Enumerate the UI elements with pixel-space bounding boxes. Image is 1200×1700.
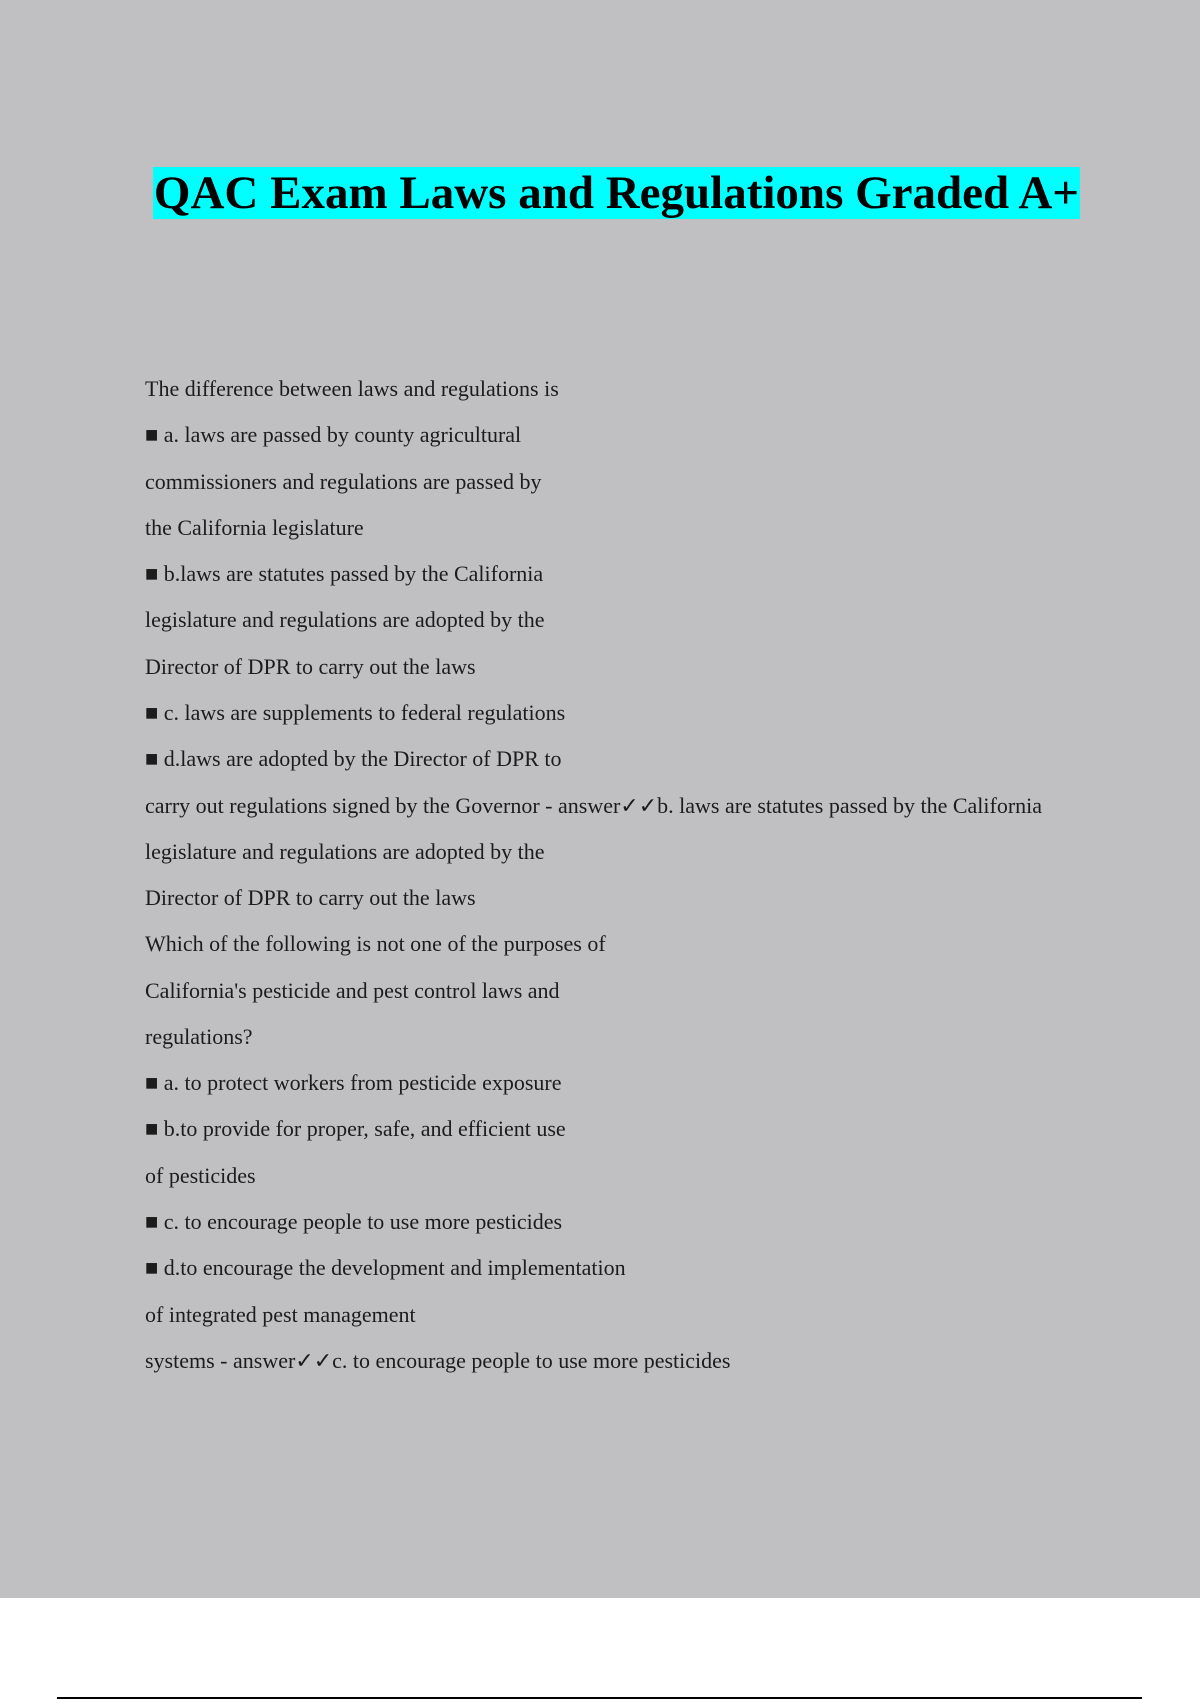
text-line: ■ c. to encourage people to use more pesticides (145, 1209, 563, 1235)
text-line: of integrated pest management (145, 1301, 416, 1327)
text-line: ■ a. laws are passed by county agricultural (145, 422, 522, 448)
text-line: Which of the following is not one of the purposes of (145, 931, 606, 957)
document-title (0, 162, 1200, 224)
text-line-answer: carry out regulations signed by the Governor - answer✓✓b. laws are statutes passed by the California (145, 792, 1043, 818)
text-line: ■ b.laws are statutes passed by the California (145, 561, 544, 587)
title-highlight: QAC Exam Laws and Regulations Graded A+ (153, 167, 1080, 219)
text-line: ■ b.to provide for proper, safe, and efficient use (145, 1116, 566, 1142)
text-line: ■ d.to encourage the development and implementation (145, 1255, 626, 1281)
text-line: legislature and regulations are adopted by the (145, 838, 545, 864)
text-line: regulations? (145, 1023, 253, 1049)
document-body (145, 374, 1045, 1392)
text-line: Director of DPR to carry out the laws (145, 653, 476, 679)
text-line: California's pesticide and pest control laws and (145, 977, 560, 1003)
text-line: ■ c. laws are supplements to federal regulations (145, 700, 566, 726)
text-line: The difference between laws and regulations is (145, 376, 559, 401)
text-line: the California legislature (145, 514, 364, 540)
text-line: ■ a. to protect workers from pesticide exposure (145, 1070, 562, 1096)
text-line: commissioners and regulations are passed by (145, 468, 542, 494)
text-line-answer: systems - answer✓✓c. to encourage people to use more pesticides (145, 1347, 731, 1373)
text-line: Director of DPR to carry out the laws (145, 884, 476, 910)
text-line: ■ d.laws are adopted by the Director of DPR to (145, 746, 562, 772)
text-line: legislature and regulations are adopted by the (145, 607, 545, 633)
text-line: of pesticides (145, 1162, 256, 1188)
footer-divider (57, 1697, 1142, 1699)
